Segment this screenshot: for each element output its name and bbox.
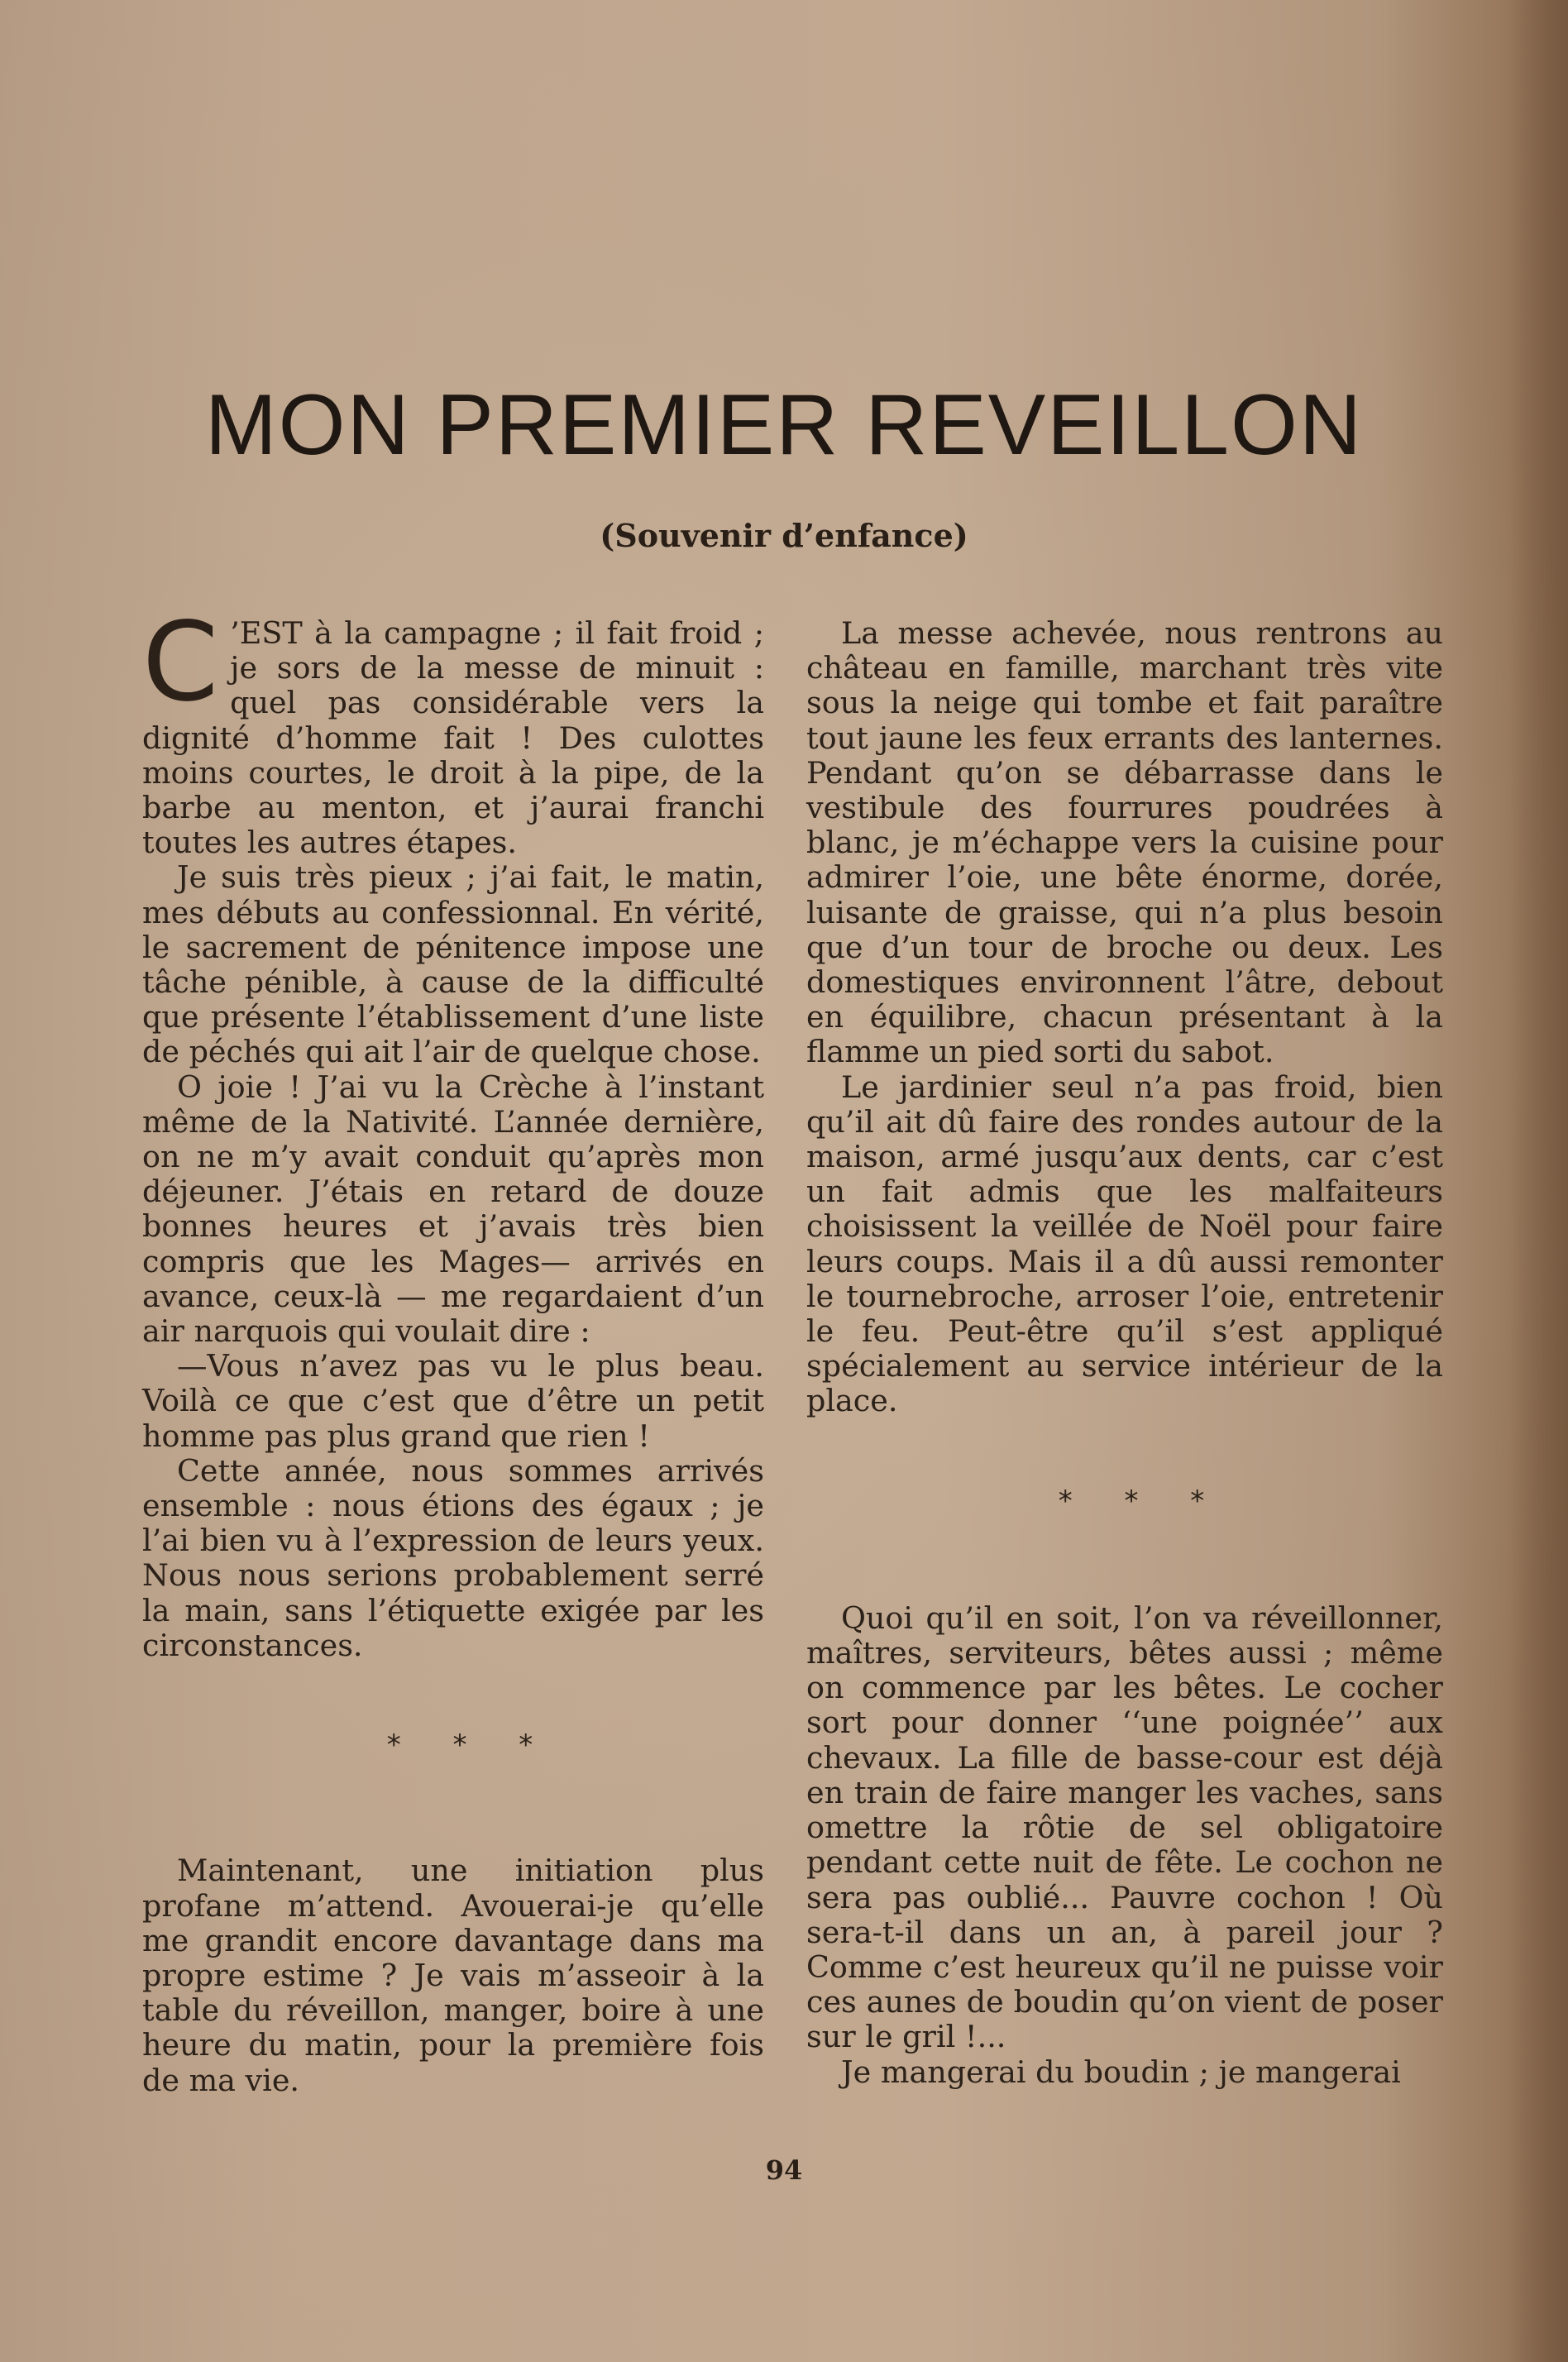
paragraph: —Vous n’avez pas vu le plus beau. Voilà ce que c’est que d’être un petit homme pas plus grand que rien ! — [142, 1348, 764, 1454]
page-number: 94 — [765, 2154, 803, 2186]
paragraph: O joie ! J’ai vu la Crèche à l’instant même de la Nativité. L’année dernière, on ne m’y avait conduit qu’après mon déjeuner. J’étais en retard de douze bonnes heures et j’avais très bien compris que les Mages— arrivés en avance, ceux-là — me regardaient d’un air narquois qui voulait dire : — [142, 1069, 764, 1350]
paragraph: Je mangerai du boudin ; je mangerai — [841, 2054, 1401, 2090]
paragraph: Cette année, nous sommes arrivés ensemble : nous étions des égaux ; je l’ai bien vu à l’expression de leurs yeux. Nous nous serions probablement serré la main, sans l’étiquette exigée par les circonstances. — [142, 1452, 764, 1663]
opening-paragraph — [142, 599, 764, 861]
section-separator: * * * — [386, 1728, 555, 1762]
right-column — [806, 616, 1443, 2090]
left-column — [142, 599, 764, 2098]
drop-cap: C — [142, 599, 219, 726]
article-subtitle: (Souvenir d’enfance) — [600, 517, 968, 554]
article-title: MON PREMIER REVEILLON — [204, 377, 1364, 473]
paragraph: Maintenant, une initiation plus profane m’attend. Avouerai-je qu’elle me grandit encore davantage dans ma propre estime ? Je vais m’asseoir à la table du réveillon, manger, boire à une heure du matin, pour la première fois de ma vie. — [142, 1853, 764, 2098]
opening-paragraph-text: ’EST à la campagne ; il fait froid ; je sors de la messe de minuit : quel pas considérable vers la dignité d’homme fait ! Des culottes moins courtes, le droit à la pipe, de la barbe au menton, et j’aurai franchi toutes les autres étapes. — [142, 615, 764, 861]
paragraph: Quoi qu’il en soit, l’on va réveillonner, maîtres, serviteurs, bêtes aussi ; même on commence par les bêtes. Le cocher sort pour donner ‘‘une poignée’’ aux chevaux. La fille de basse-cour est déjà en train de faire manger les vaches, sans omettre la rôtie de sel obligatoire pendant cette nuit de fête. Le cochon ne sera pas oublié... Pauvre cochon ! Où sera-t-il dans un an, à pareil jour ? Comme c’est heureux qu’il ne puisse voir ces aunes de boudin qu’on vient de poser sur le gril !... — [806, 1599, 1443, 2055]
section-separator: * * * — [1058, 1484, 1226, 1518]
paragraph: Je suis très pieux ; j’ai fait, le matin, mes débuts au confessionnal. En vérité, le sacrement de pénitence impose une tâche pénible, à cause de la difficulté que présente l’établissement d’une liste de péchés qui ait l’air de quelque chose. — [142, 859, 764, 1070]
paragraph: Le jardinier seul n’a pas froid, bien qu’il ait dû faire des rondes autour de la maison, armé jusqu’aux dents, car c’est un fait admis que les malfaiteurs choisissent la veillée de Noël pour faire leurs coups. Mais il a dû aussi remonter le tournebroche, arroser l’oie, entretenir le feu. Peut-être qu’il s’est appliqué spécialement au service intérieur de la place. — [806, 1069, 1443, 1419]
paragraph: La messe achevée, nous rentrons au château en famille, marchant très vite sous la neige qui tombe et fait paraître tout jaune les feux errants des lanternes. Pendant qu’on se débarrasse dans le vestibule des fourrures poudrées à blanc, je m’échappe vers la cuisine pour admirer l’oie, une bête énorme, dorée, luisante de graisse, qui n’a plus besoin que d’un tour de broche ou deux. Les domestiques environnent l’âtre, debout en équilibre, chacun présentant à la flamme un pied sorti du sabot. — [806, 615, 1443, 1070]
